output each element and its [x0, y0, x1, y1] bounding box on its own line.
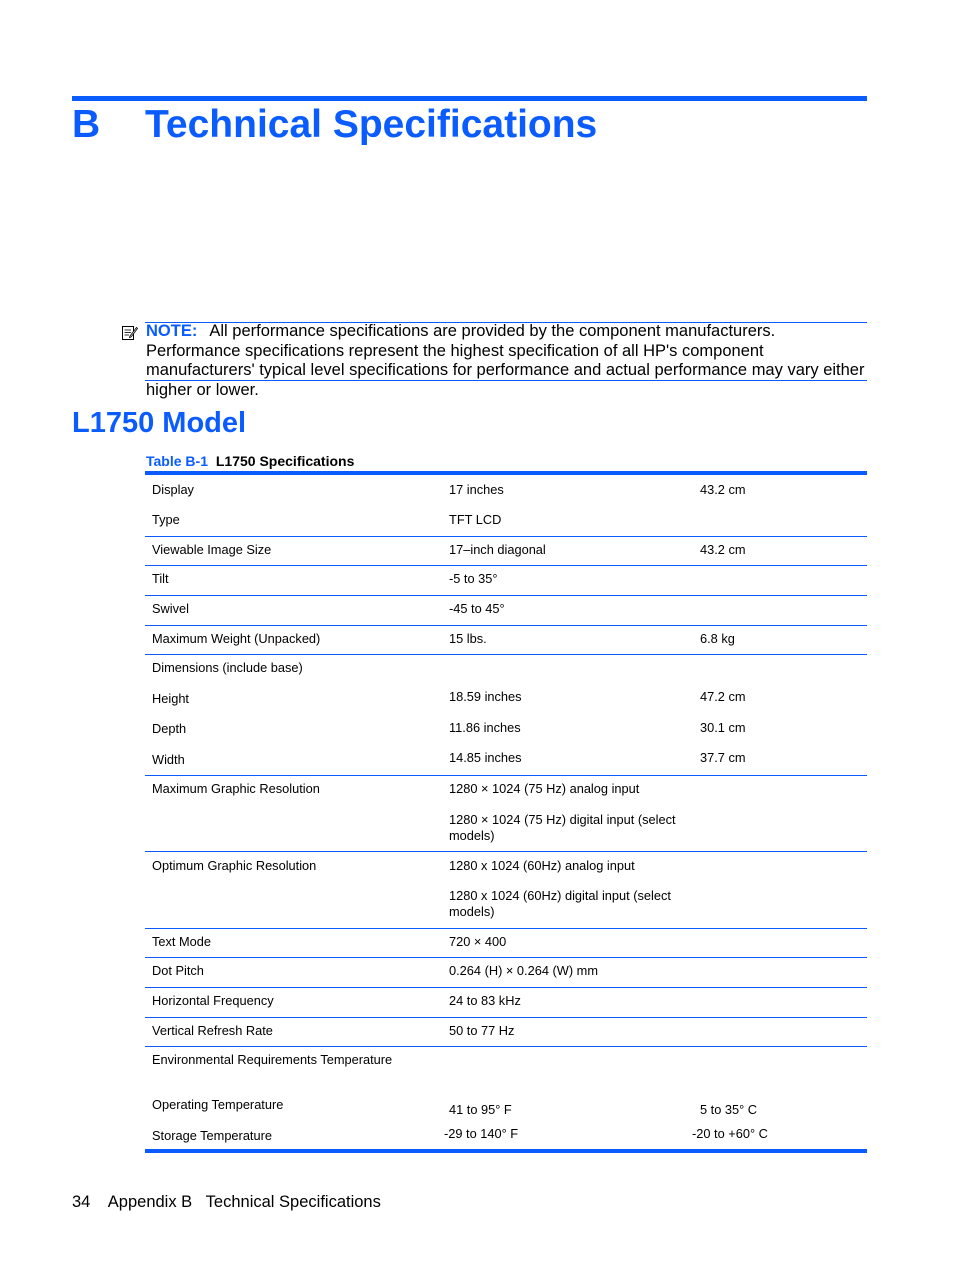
note-rule-bottom	[145, 380, 867, 381]
table-rule-top	[145, 471, 867, 475]
table-cell-value: 24 to 83 kHz	[449, 993, 521, 1008]
table-cell-value: 720 × 400	[449, 934, 507, 949]
table-cell-label: Viewable Image Size	[152, 542, 272, 557]
row-separator	[145, 987, 867, 988]
table-cell-value: 41 to 95° F	[449, 1102, 512, 1117]
table-cell-metric: -20 to +60° C	[692, 1126, 768, 1141]
table-cell-value: -5 to 35°	[449, 571, 498, 586]
table-cell-metric: 5 to 35° C	[700, 1102, 758, 1117]
section-title: L1750 Model	[72, 407, 247, 439]
table-cell-value: 14.85 inches	[449, 750, 522, 765]
footer-title: Technical Specifications	[205, 1193, 381, 1211]
table-cell-label: Dot Pitch	[152, 963, 204, 978]
footer-appendix: Appendix B	[107, 1193, 193, 1211]
table-cell-value: 17–inch diagonal	[449, 542, 546, 557]
table-cell-label: Maximum Weight (Unpacked)	[152, 631, 321, 646]
table-cell-label: Display	[152, 482, 194, 497]
table-rule-bottom	[145, 1149, 867, 1153]
table-cell-value: -29 to 140° F	[444, 1126, 519, 1141]
note	[146, 322, 868, 400]
row-separator	[145, 1017, 867, 1018]
note-label: NOTE:	[146, 322, 198, 340]
table-cell-metric: 6.8 kg	[700, 631, 735, 646]
table-cell-value: 1280 × 1024 (75 Hz) analog input	[449, 781, 640, 796]
table-cell-label: Height	[152, 691, 189, 706]
table-cell-value: 18.59 inches	[449, 689, 522, 704]
row-separator	[145, 565, 867, 566]
table-cell-label: Optimum Graphic Resolution	[152, 858, 317, 873]
table-cell-value: 11.86 inches	[449, 720, 521, 735]
table-cell-value: TFT LCD	[449, 512, 502, 527]
page-number: 34	[72, 1193, 91, 1211]
table-cell-metric: 37.7 cm	[700, 750, 746, 765]
table-caption-number: Table B-1	[146, 453, 208, 469]
row-separator	[145, 595, 867, 596]
row-separator	[145, 957, 867, 958]
table-cell-value: 1280 x 1024 (60Hz) digital input (select models)	[449, 888, 671, 919]
table-cell-value: 1280 x 1024 (60Hz) analog input	[449, 858, 635, 873]
table-cell-label: Type	[152, 512, 180, 527]
table-caption-title: L1750 Specifications	[215, 453, 355, 469]
table-cell-value: 17 inches	[449, 482, 504, 497]
chapter-title: Technical Specifications	[145, 103, 598, 146]
table-cell-label: Horizontal Frequency	[152, 993, 274, 1008]
note-icon	[121, 324, 138, 341]
table-cell-value: 1280 × 1024 (75 Hz) digital input (select models)	[449, 812, 676, 843]
table-cell-label: Storage Temperature	[152, 1128, 272, 1143]
table-cell-label: Operating Temperature	[152, 1097, 284, 1112]
chapter-letter: B	[72, 103, 101, 146]
table-cell-label: Environmental Requirements Temperature	[152, 1052, 393, 1067]
table-cell-metric: 43.2 cm	[700, 542, 746, 557]
table-cell-value: 15 lbs.	[449, 631, 487, 646]
table-cell-value: -45 to 45°	[449, 601, 505, 616]
table-cell-label: Width	[152, 752, 185, 767]
table-cell-label: Vertical Refresh Rate	[152, 1023, 273, 1038]
table-cell-label: Tilt	[152, 571, 169, 586]
row-separator	[145, 625, 867, 626]
note-text: All performance specifications are provided by the component manufacturers. Performance specifications represent the highest specification of all HP's component manufacturers' typical level specifications for performance and actual performance may vary either higher or lower.	[146, 322, 865, 399]
table-cell-label: Dimensions (include base)	[152, 660, 303, 675]
row-separator	[145, 775, 867, 776]
table-cell-label: Maximum Graphic Resolution	[152, 781, 320, 796]
table-cell-metric: 30.1 cm	[700, 720, 746, 735]
table-cell-metric: 47.2 cm	[700, 689, 746, 704]
chapter-rule	[72, 96, 867, 101]
row-separator	[145, 1046, 867, 1047]
table-cell-metric: 43.2 cm	[700, 482, 746, 497]
table-cell-value: 50 to 77 Hz	[449, 1023, 515, 1038]
page-footer	[72, 1192, 381, 1212]
table-cell-label: Swivel	[152, 601, 189, 616]
row-separator	[145, 928, 867, 929]
table-cell-label: Depth	[152, 721, 187, 736]
table-caption	[146, 452, 354, 470]
table-cell-value: 0.264 (H) × 0.264 (W) mm	[449, 963, 598, 978]
row-separator	[145, 654, 867, 655]
row-separator	[145, 851, 867, 852]
table-cell-label: Text Mode	[152, 934, 212, 949]
row-separator	[145, 536, 867, 537]
